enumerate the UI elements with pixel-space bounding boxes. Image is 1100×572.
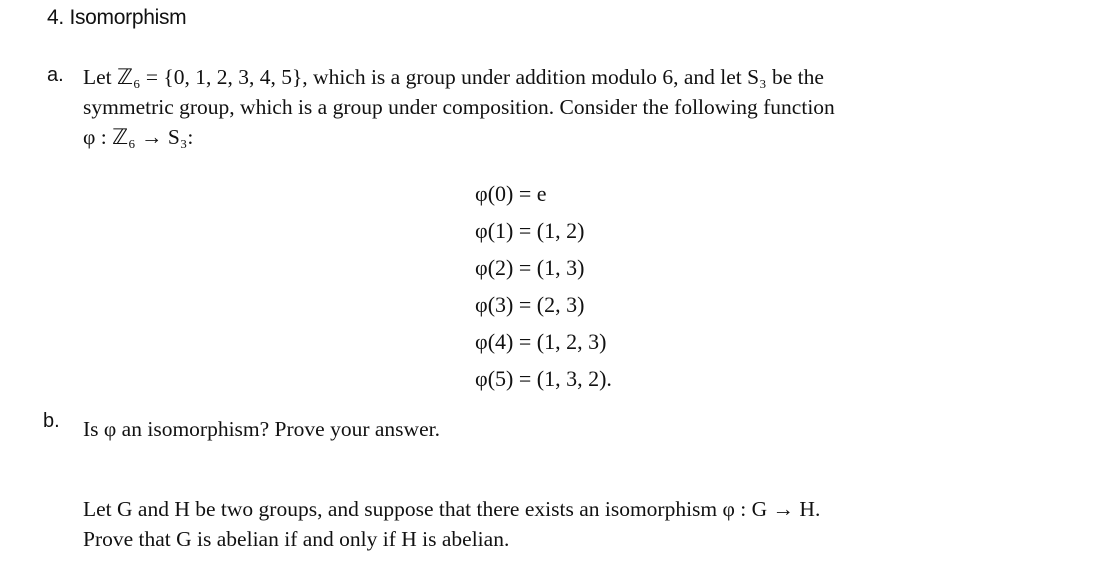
equation-row: φ(4) = (1, 2, 3) <box>475 329 607 354</box>
part-a-label: a. <box>47 64 64 86</box>
part-a-line-3: φ : ℤ₆ → S₃: <box>83 125 194 149</box>
problem-title: 4. Isomorphism <box>47 6 187 29</box>
part-b-label: b. <box>43 410 60 432</box>
part-b-line-2: Prove that G is abelian if and only if H is abelian. <box>83 527 510 551</box>
equation-row: φ(1) = (1, 2) <box>475 218 585 243</box>
equation-row: φ(0) = e <box>475 181 547 206</box>
part-b-line-1: Let G and H be two groups, and suppose that there exists an isomorphism φ : G → H. <box>83 497 821 521</box>
part-a-line-1: Let ℤ₆ = {0, 1, 2, 3, 4, 5}, which is a group under addition modulo 6, and let S₃ be the <box>83 65 824 89</box>
equation-row: φ(5) = (1, 3, 2). <box>475 366 612 391</box>
equation-row: φ(2) = (1, 3) <box>475 255 585 280</box>
equation-row: φ(3) = (2, 3) <box>475 292 585 317</box>
part-a-line-2: symmetric group, which is a group under composition. Consider the following function <box>83 95 835 119</box>
part-a-question: Is φ an isomorphism? Prove your answer. <box>83 417 440 441</box>
function-definition <box>475 175 612 397</box>
